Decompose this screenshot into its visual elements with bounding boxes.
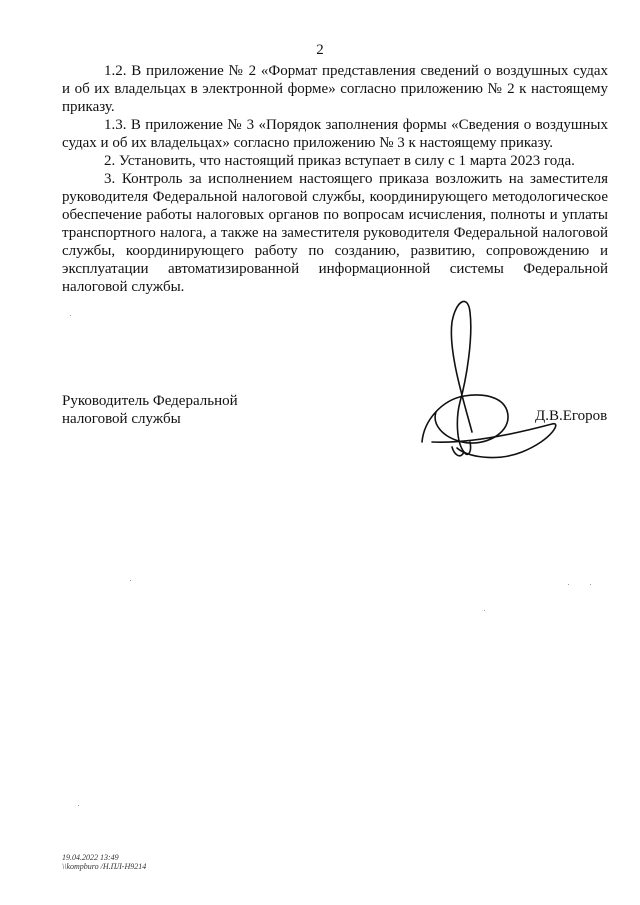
footer-timestamp: 19.04.2022 13:49 — [62, 853, 119, 862]
signer-name: Д.В.Егоров — [535, 408, 608, 424]
signature-stroke-loop — [451, 301, 472, 454]
order-body — [62, 62, 608, 296]
document-footer — [62, 853, 146, 871]
handwritten-signature — [412, 292, 562, 487]
signer-title-line-1: Руководитель Федеральной — [62, 393, 238, 409]
signer-title-line-2: налоговой службы — [62, 411, 181, 427]
paragraph-2: 2. Установить, что настоящий приказ вступает в силу с 1 марта 2023 года. — [104, 153, 575, 169]
paragraph-3: 3. Контроль за исполнением настоящего приказа возложить на заместителя руководителя Федеральной налоговой службы, координирующего методологическое обеспечение работы налоговых органов по вопросам исчисления, полноты и уплаты транспортного налога, а также на заместителя руководителя Федеральной налоговой службы, координирующего работу по созданию, развитию, сопровождению и эксплуатации автоматизированной информационной системы Федеральной налоговой службы. — [62, 171, 608, 295]
paragraph-1-2: 1.2. В приложение № 2 «Формат представления сведений о воздушных судах и об их владельцах в электронной форме» согласно приложению № 2 к настоящему приказу. — [62, 63, 608, 115]
paragraph-1-3: 1.3. В приложение № 3 «Порядок заполнения формы «Сведения о воздушных судах и об их владельцах» согласно приложению № 3 к настоящему приказу. — [62, 117, 608, 151]
scan-speck — [78, 805, 79, 806]
signature-stroke-swirl — [422, 395, 508, 443]
signer-title — [62, 392, 238, 428]
scan-speck — [590, 584, 591, 585]
scan-speck — [568, 584, 569, 585]
signature-stroke-tail — [432, 424, 556, 458]
page-number: 2 — [316, 42, 324, 58]
scan-speck — [70, 315, 71, 316]
scan-speck — [130, 580, 131, 581]
footer-file-path: \\kompburo /Н.ПЛ-Н9214 — [62, 862, 147, 871]
scan-speck — [484, 610, 485, 611]
